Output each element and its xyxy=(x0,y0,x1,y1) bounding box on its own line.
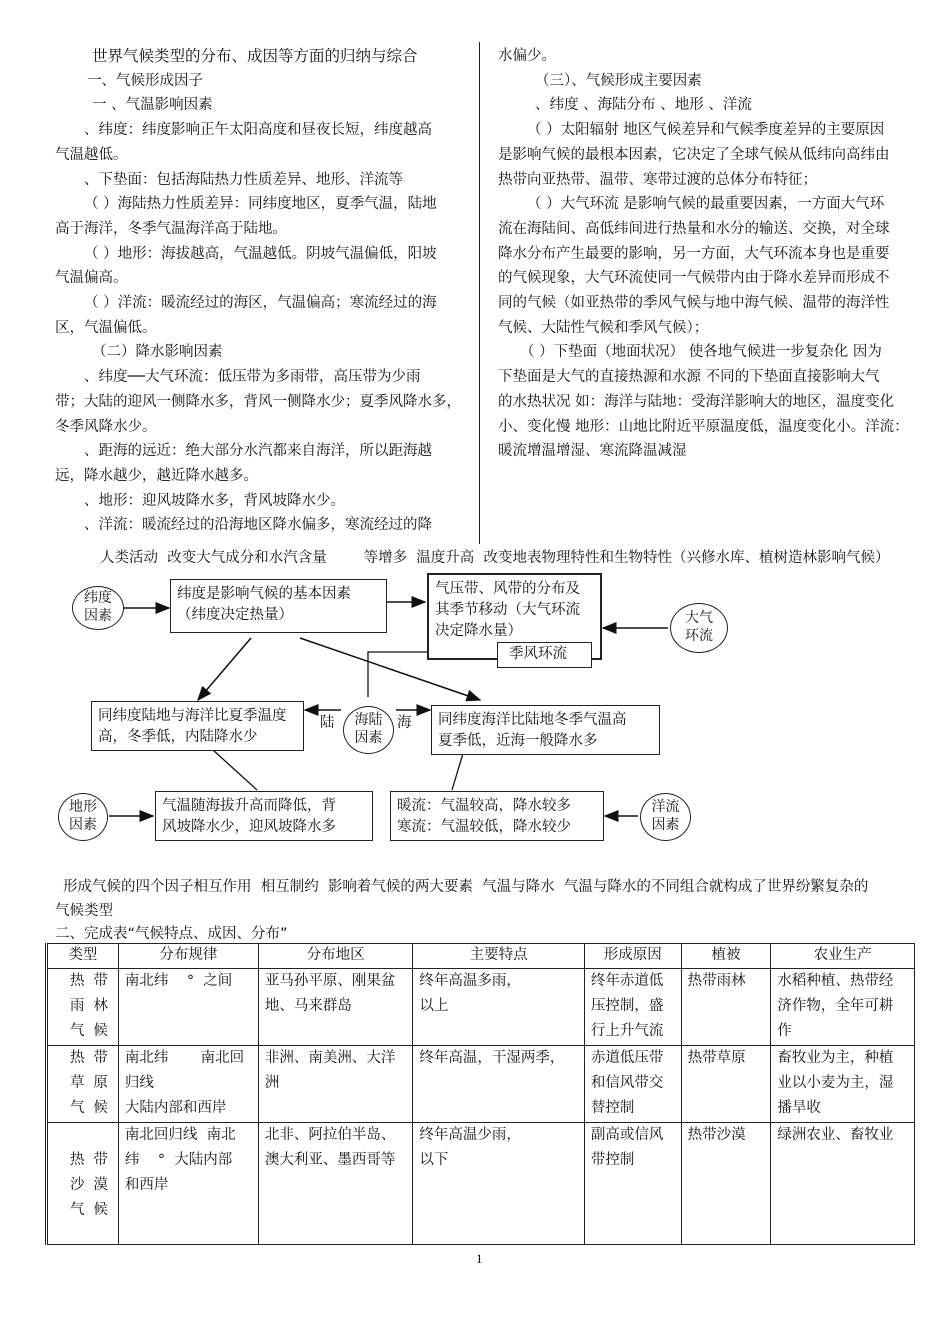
monsoon-circulation-box: 季风环流 xyxy=(497,642,592,668)
table-row xyxy=(47,1123,915,1245)
pressure-wind-belt-box: 气压带、风带的分布及 其季节移动（大气环流 决定降水量） xyxy=(427,573,602,660)
left-line: 、下垫面：包括海陆热力性质差异、地形、洋流等 xyxy=(84,171,403,188)
left-line: （ ）海陆热力性质差异：同纬度地区，夏季气温，陆地 xyxy=(84,196,437,213)
right-line: 小、变化慢 地形：山地比附近平原温度低，温度变化小。洋流： xyxy=(498,418,909,435)
right-line: 流在海陆间、高低纬间进行热量和水分的输送、交换，对全球 xyxy=(498,220,890,237)
cell-region: 亚马孙平原、刚果盆 地、马来群岛 xyxy=(258,969,413,1046)
right-line: 的气候现象，大气环流使同一气候带内由于降水差异而形成不 xyxy=(498,270,890,287)
left-line: 气温偏高。 xyxy=(55,270,128,287)
right-line: （ ）太阳辐射 地区气候差异和气候季度差异的主要原因 xyxy=(527,122,885,139)
cell-region: 北非、阿拉伯半岛、 澳大利亚、墨西哥等 xyxy=(258,1123,413,1245)
right-line: 、纬度 、海陆分布 、地形 、洋流 xyxy=(535,97,752,114)
cell-vegetation: 热带雨林 xyxy=(681,969,771,1046)
right-line: 降水分布产生最要的影响，另一方面，大气环流本身也是重要 xyxy=(498,245,890,262)
cell-cause: 终年赤道低 压控制，盛 行上升气流 xyxy=(584,969,681,1046)
land-sea-factor-circle: 海陆 因素 xyxy=(343,706,394,754)
left-line: 、地形：迎风坡降水多，背风坡降水少。 xyxy=(84,492,345,509)
cell-agriculture: 水稻种植、热带经 济作物，全年可耕 作 xyxy=(771,969,915,1046)
header-feature: 主要特点 xyxy=(413,944,584,969)
right-line: 的水热状况 如：海洋与陆地：受海洋影响大的地区，温度变化 xyxy=(498,393,895,410)
left-line: （ ）洋流：暖流经过的海区，气温偏高；寒流经过的海 xyxy=(84,295,437,312)
left-line: 、距海的远近：绝大部分水汽都来自海洋，所以距海越 xyxy=(84,443,432,460)
cell-region: 非洲、南美洲、大洋 洲 xyxy=(258,1046,413,1123)
cell-rule: 南北纬 ° 之间 xyxy=(118,969,258,1046)
header-region: 分布地区 xyxy=(258,944,413,969)
left-line: 、纬度──大气环流：低压带为多雨带，高压带为少雨 xyxy=(84,369,421,386)
left-line: 高于海洋，冬季气温海洋高于陆地。 xyxy=(55,220,287,237)
land-box: 同纬度陆地与海洋比夏季温度 高，冬季低，内陆降水少 xyxy=(91,701,304,751)
left-line: 一、气候形成因子 xyxy=(87,72,203,89)
cell-feature: 终年高温少雨， 以下 xyxy=(413,1123,584,1245)
summary-text: 形成气候的四个因子相互作用 相互制约 影响着气候的两大要素 气温与降水 气温与降水的不同组合就构成了世界纷繁复杂的 气候类型 xyxy=(55,879,869,919)
section-2-title: 二、完成表“气候特点、成因、分布” xyxy=(55,926,288,942)
right-line: 气候、大陆性气候和季风气候）； xyxy=(498,319,709,336)
cell-vegetation: 热带草原 xyxy=(681,1046,771,1123)
terrain-factor-circle: 地形 因素 xyxy=(58,793,108,841)
cell-cause: 赤道低压带 和信风带交 替控制 xyxy=(584,1046,681,1123)
right-line: （三）、气候形成主要因素 xyxy=(535,72,702,89)
climate-table xyxy=(45,943,915,1245)
latitude-factor-circle: 纬度 因素 xyxy=(72,586,124,630)
table-row xyxy=(47,1046,915,1123)
right-line: 同的气候（如亚热带的季风气候与地中海气候、温带的海洋性 xyxy=(498,295,890,312)
left-line: （ ）地形：海拔越高，气温越低。阴坡气温偏低，阳坡 xyxy=(84,245,437,262)
atmospheric-circulation-circle: 大气 环流 xyxy=(670,603,728,653)
cell-type: 热带 草原 气候 xyxy=(47,1046,119,1123)
header-agriculture: 农业生产 xyxy=(771,944,915,969)
cell-feature: 终年高温多雨， 以上 xyxy=(413,969,584,1046)
left-line: 、洋流：暖流经过的沿海地区降水偏多，寒流经过的降 xyxy=(84,517,432,534)
line-land-to-terrain xyxy=(213,750,257,790)
left-line: 远，降水越少，越近降水越多。 xyxy=(55,467,258,484)
terrain-box: 气温随海拔升高而降低，背 风坡降水少，迎风坡降水多 xyxy=(155,791,373,841)
cell-rule: 南北纬 南北回 归线 大陆内部和西岸 xyxy=(118,1046,258,1123)
left-line: 冬季风降水少。 xyxy=(55,418,157,435)
cell-cause: 副高或信风 带控制 xyxy=(584,1123,681,1245)
human-activity-line: 人类活动 改变大气成分和水汽含量 等增多 温度升高 改变地表物理特性和生物特性（兴修水库、植树造林影响气候） xyxy=(100,550,890,566)
right-line: 水偏少。 xyxy=(498,48,556,64)
latitude-basic-box: 纬度是影响气候的基本因素 （纬度决定热量） xyxy=(170,579,387,633)
left-line: （二）降水影响因素 xyxy=(92,344,223,361)
left-column xyxy=(55,44,470,538)
left-line: 区，气温偏低。 xyxy=(55,319,157,336)
column-divider xyxy=(479,42,480,544)
table-row xyxy=(47,969,915,1046)
table-header-row xyxy=(47,944,915,969)
page-number: 1 xyxy=(476,1251,483,1266)
line-sea-to-current xyxy=(452,750,464,790)
cell-rule: 南北回归线 南北 纬 ° 大陆内部 和西岸 xyxy=(118,1123,258,1245)
ocean-current-factor-circle: 洋流 因素 xyxy=(640,793,691,841)
header-vegetation: 植被 xyxy=(681,944,771,969)
right-line: （ ）下垫面（地面状况） 使各地气候进一步复杂化 因为 xyxy=(520,344,882,361)
left-line: 气温越低。 xyxy=(55,146,128,163)
right-line: 暖流增温增湿、寒流降温减湿 xyxy=(498,443,687,460)
left-line: 一 、气温影响因素 xyxy=(92,97,213,114)
right-line: 下垫面是大气的直接热源和水源 不同的下垫面直接影响大气 xyxy=(498,369,880,386)
sea-label: 海 xyxy=(397,715,412,731)
cell-type: 热带 沙漠 气候 xyxy=(47,1123,119,1245)
land-label: 陆 xyxy=(320,715,335,731)
cell-agriculture: 绿洲农业、畜牧业 xyxy=(771,1123,915,1245)
header-rule: 分布规律 xyxy=(118,944,258,969)
arrow-lat-to-land xyxy=(198,638,251,700)
right-line: （ ）大气环流 是影响气候的最重要因素，一方面大气环 xyxy=(527,196,885,213)
cell-feature: 终年高温，干湿两季， xyxy=(413,1046,584,1123)
cell-vegetation: 热带沙漠 xyxy=(681,1123,771,1245)
left-line: 带；大陆的迎风一侧降水多，背风一侧降水少；夏季风降水多， xyxy=(55,393,461,410)
header-type: 类型 xyxy=(47,944,119,969)
cell-agriculture: 畜牧业为主，种植 业以小麦为主，湿 播旱收 xyxy=(771,1046,915,1123)
ocean-current-box: 暖流：气温较高，降水较多 寒流：气温较低，降水较少 xyxy=(390,791,604,841)
page-title: 世界气候类型的分布、成因等方面的归纳与综合 xyxy=(92,47,418,65)
cell-type: 热带 雨林 气候 xyxy=(47,969,119,1046)
right-line: 热带向亚热带、温带、寒带过渡的总体分布特征； xyxy=(498,171,817,188)
right-line: 是影响气候的最根本因素，它决定了全球气候从低纬向高纬由 xyxy=(498,146,890,163)
header-cause: 形成原因 xyxy=(584,944,681,969)
right-column xyxy=(498,44,913,464)
left-line: 、纬度：纬度影响正午太阳高度和昼夜长短，纬度越高 xyxy=(84,122,432,139)
sea-box: 同纬度海洋比陆地冬季气温高 夏季低，近海一般降水多 xyxy=(431,705,660,755)
